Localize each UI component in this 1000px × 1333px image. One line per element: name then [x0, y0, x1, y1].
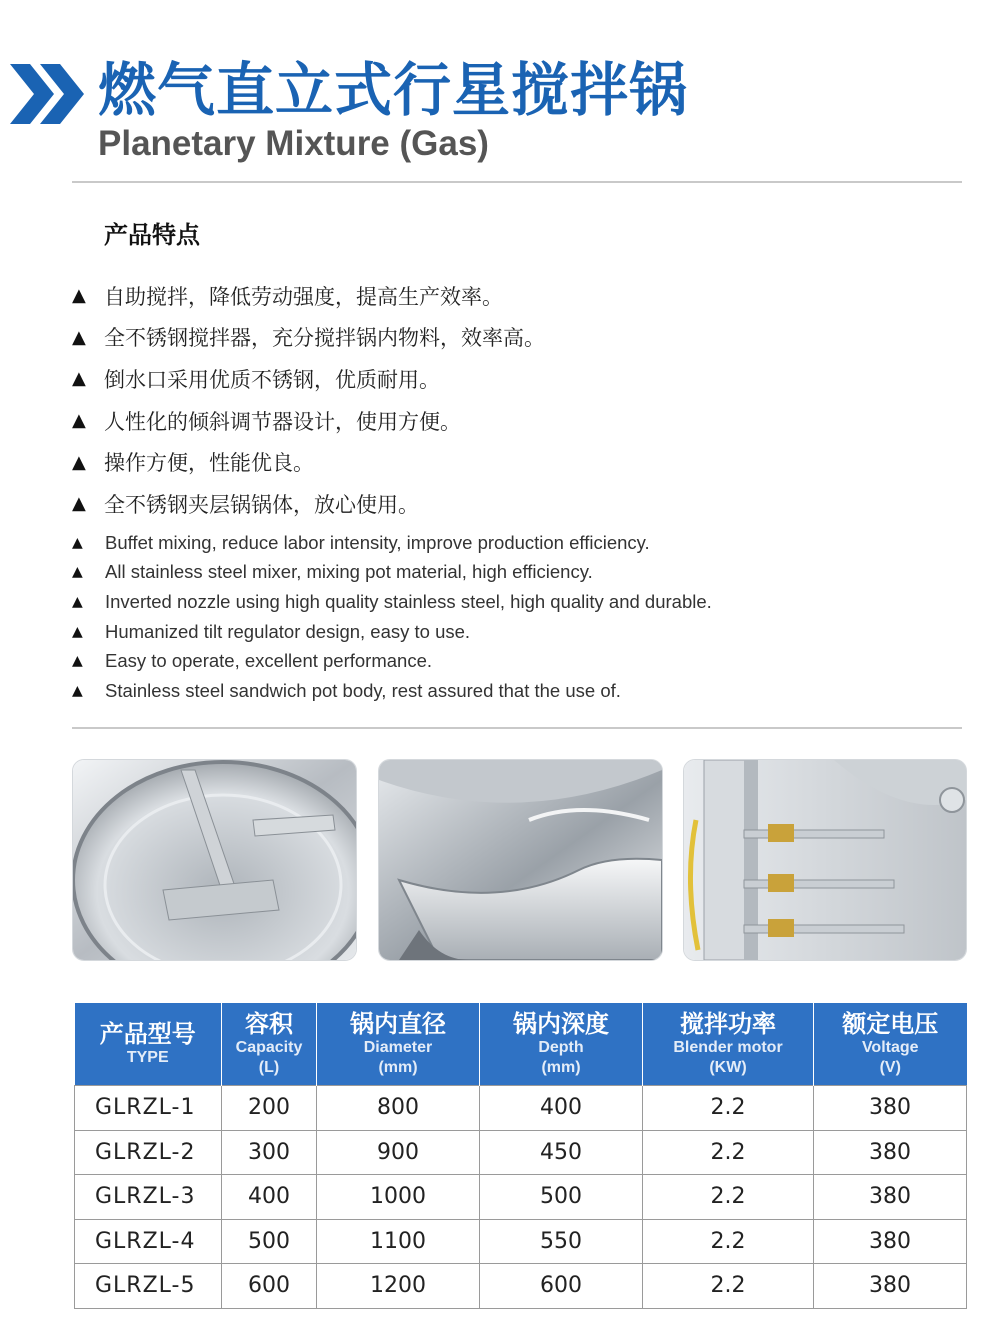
feature-text: 全不锈钢搅拌器，充分搅拌锅内物料，效率高。 [104, 326, 545, 351]
col-header-capacity: 容积 Capacity (L) [222, 1003, 317, 1086]
col-header-depth: 锅内深度 Depth (mm) [480, 1003, 643, 1086]
feature-text: 操作方便，性能优良。 [104, 451, 314, 476]
cell-capacity: 400 [222, 1175, 317, 1220]
col-header-diameter: 锅内直径 Diameter (mm) [317, 1003, 480, 1086]
cell-depth: 550 [480, 1219, 643, 1264]
table-row [75, 1086, 967, 1131]
pouring-spout-photo [378, 759, 663, 961]
cell-diameter: 1000 [317, 1175, 480, 1220]
triangle-bullet-icon: ▲ [72, 285, 86, 307]
feature-text: Easy to operate, excellent performance. [105, 650, 433, 672]
cell-capacity: 600 [222, 1264, 317, 1309]
features-list-en [72, 528, 962, 706]
cell-diameter: 1100 [317, 1219, 480, 1264]
feature-item-en [72, 676, 962, 706]
feature-text: Inverted nozzle using high quality stainless steel, high quality and durable. [105, 590, 712, 612]
cell-diameter: 800 [317, 1086, 480, 1131]
features-heading: 产品特点 [104, 221, 200, 249]
feature-text: 倒水口采用优质不锈钢，优质耐用。 [104, 367, 440, 392]
feature-text: 自助搅拌，降低劳动强度，提高生产效率。 [104, 284, 503, 309]
cell-diameter: 900 [317, 1130, 480, 1175]
cell-depth: 450 [480, 1130, 643, 1175]
gas-valve-pipes-photo [683, 759, 967, 961]
feature-item-cn [72, 400, 962, 442]
cell-voltage: 380 [814, 1175, 967, 1220]
mixer-paddle-photo [72, 759, 357, 961]
cell-motor: 2.2 [643, 1264, 814, 1309]
table-row [75, 1130, 967, 1175]
feature-item-cn [72, 317, 962, 359]
cell-motor: 2.2 [643, 1219, 814, 1264]
triangle-bullet-icon: ▲ [72, 368, 86, 390]
feature-item-cn [72, 275, 962, 317]
table-row [75, 1264, 967, 1309]
triangle-bullet-icon: ▲ [72, 593, 83, 610]
feature-item-cn [72, 483, 962, 525]
cell-diameter: 1200 [317, 1264, 480, 1309]
cell-capacity: 500 [222, 1219, 317, 1264]
divider-top [72, 181, 962, 183]
triangle-bullet-icon: ▲ [72, 623, 83, 640]
page-header [0, 40, 1000, 180]
cell-depth: 500 [480, 1175, 643, 1220]
feature-item-en [72, 646, 962, 676]
triangle-bullet-icon: ▲ [72, 493, 86, 515]
col-header-blender-motor: 搅拌功率 Blender motor (KW) [643, 1003, 814, 1086]
features-list-cn [72, 275, 962, 525]
feature-text: 全不锈钢夹层锅锅体，放心使用。 [104, 492, 419, 517]
triangle-bullet-icon: ▲ [72, 653, 83, 670]
cell-capacity: 300 [222, 1130, 317, 1175]
cell-motor: 2.2 [643, 1086, 814, 1131]
col-header-voltage: 额定电压 Voltage (V) [814, 1003, 967, 1086]
cell-voltage: 380 [814, 1264, 967, 1309]
spec-table [74, 1003, 967, 1309]
feature-item-en [72, 617, 962, 647]
triangle-bullet-icon: ▲ [72, 682, 83, 699]
feature-text: Humanized tilt regulator design, easy to use. [105, 620, 471, 642]
feature-text: 人性化的倾斜调节器设计，使用方便。 [104, 409, 461, 434]
cell-type: GLRZL-1 [75, 1086, 222, 1131]
feature-item-cn [72, 441, 962, 483]
divider-middle [72, 727, 962, 729]
feature-item-en [72, 528, 962, 558]
double-chevron-right-icon [10, 64, 86, 124]
cell-voltage: 380 [814, 1219, 967, 1264]
table-header-row [75, 1003, 967, 1086]
table-row [75, 1175, 967, 1220]
triangle-bullet-icon: ▲ [72, 410, 86, 432]
triangle-bullet-icon: ▲ [72, 564, 83, 581]
feature-item-en [72, 587, 962, 617]
cell-motor: 2.2 [643, 1175, 814, 1220]
cell-type: GLRZL-2 [75, 1130, 222, 1175]
cell-voltage: 380 [814, 1130, 967, 1175]
feature-text: Stainless steel sandwich pot body, rest assured that the use of. [105, 679, 621, 701]
feature-item-en [72, 558, 962, 588]
page-subtitle: Planetary Mixture (Gas) [98, 124, 489, 163]
col-header-type: 产品型号 TYPE [75, 1003, 222, 1086]
cell-voltage: 380 [814, 1086, 967, 1131]
cell-depth: 600 [480, 1264, 643, 1309]
feature-item-cn [72, 358, 962, 400]
cell-type: GLRZL-3 [75, 1175, 222, 1220]
cell-motor: 2.2 [643, 1130, 814, 1175]
cell-type: GLRZL-5 [75, 1264, 222, 1309]
feature-text: Buffet mixing, reduce labor intensity, improve production efficiency. [105, 531, 650, 553]
table-row [75, 1219, 967, 1264]
cell-capacity: 200 [222, 1086, 317, 1131]
feature-text: All stainless steel mixer, mixing pot material, high efficiency. [105, 561, 593, 583]
cell-type: GLRZL-4 [75, 1219, 222, 1264]
triangle-bullet-icon: ▲ [72, 534, 83, 551]
triangle-bullet-icon: ▲ [72, 451, 86, 473]
page-title: 燃气直立式行星搅拌锅 [98, 56, 689, 124]
cell-depth: 400 [480, 1086, 643, 1131]
triangle-bullet-icon: ▲ [72, 326, 86, 348]
